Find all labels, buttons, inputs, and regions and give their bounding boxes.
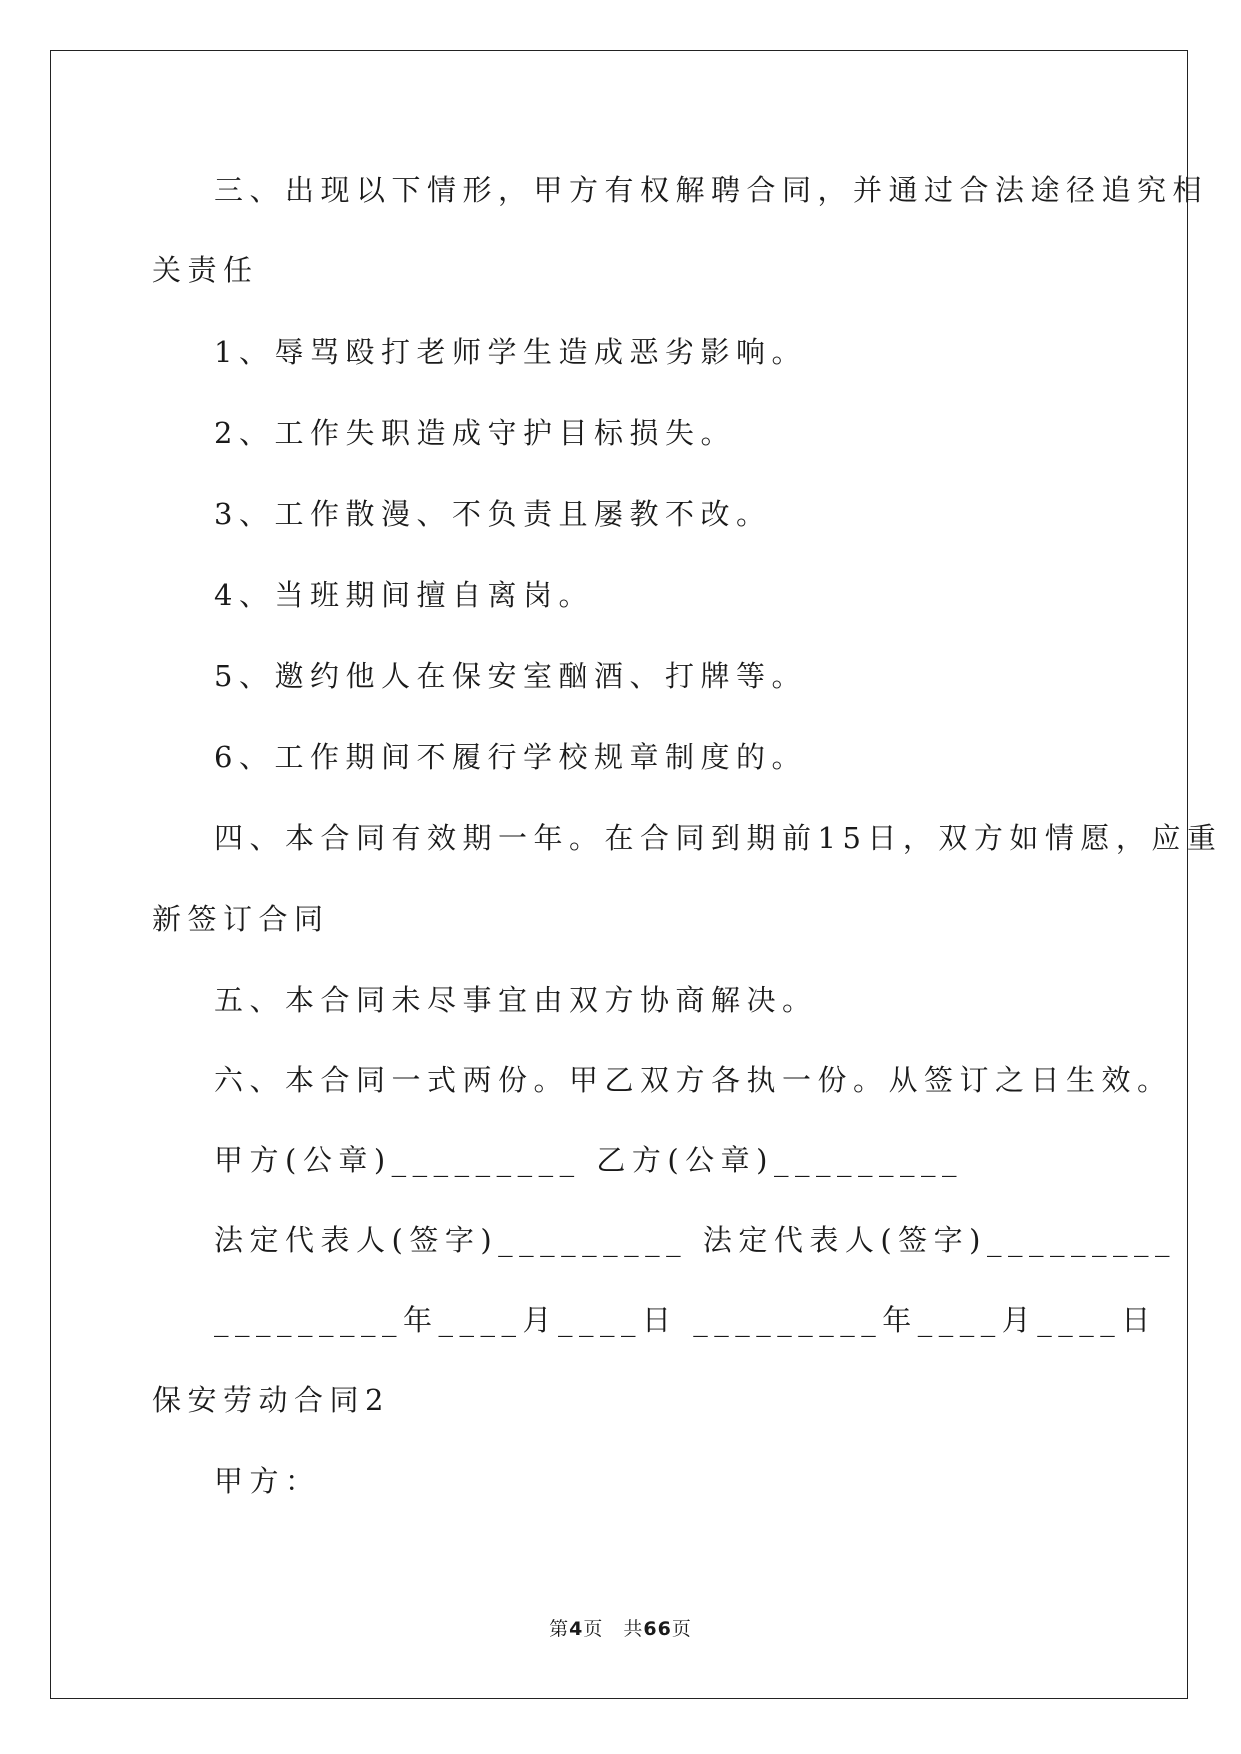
- section-title: 保安劳动合同2: [152, 1383, 390, 1417]
- clause-3-item-6: 6、工作期间不履行学校规章制度的。: [214, 740, 807, 774]
- page-prefix: 第: [549, 1618, 570, 1640]
- signature-date-line: _________年____月____日 _________年____月____日: [214, 1303, 1157, 1337]
- page-mid: 页: [583, 1618, 604, 1640]
- page-footer: [0, 1614, 1241, 1641]
- total-prefix: 共: [623, 1618, 644, 1640]
- clause-5: 五、本合同未尽事宜由双方协商解决。: [214, 983, 818, 1017]
- party-a-label: 甲方：: [214, 1464, 321, 1498]
- clause-4-line-1: 四、本合同有效期一年。在合同到期前15日，双方如情愿，应重: [214, 821, 1223, 855]
- clause-3-item-5: 5、邀约他人在保安室酗酒、打牌等。: [214, 659, 807, 693]
- page-total: 66: [643, 1618, 672, 1640]
- clause-3-item-4: 4、当班期间擅自离岗。: [214, 578, 594, 612]
- signature-seal-line: 甲方(公章)_________ 乙方(公章)_________: [214, 1143, 963, 1177]
- clause-3-item-3: 3、工作散漫、不负责且屡教不改。: [214, 497, 772, 531]
- clause-3-item-1: 1、辱骂殴打老师学生造成恶劣影响。: [214, 335, 807, 369]
- clause-3-line-2: 关责任: [152, 253, 259, 287]
- total-suffix: 页: [671, 1618, 692, 1640]
- signature-representative-line: 法定代表人(签字)_________ 法定代表人(签字)_________: [214, 1223, 1176, 1257]
- page-border: [50, 50, 1188, 1699]
- page-current: 4: [569, 1618, 584, 1640]
- clause-3-line-1: 三、出现以下情形，甲方有权解聘合同，并通过合法途径追究相: [214, 173, 1209, 207]
- clause-3-item-2: 2、工作失职造成守护目标损失。: [214, 416, 736, 450]
- clause-4-line-2: 新签订合同: [152, 902, 330, 936]
- clause-6: 六、本合同一式两份。甲乙双方各执一份。从签订之日生效。: [214, 1063, 1173, 1097]
